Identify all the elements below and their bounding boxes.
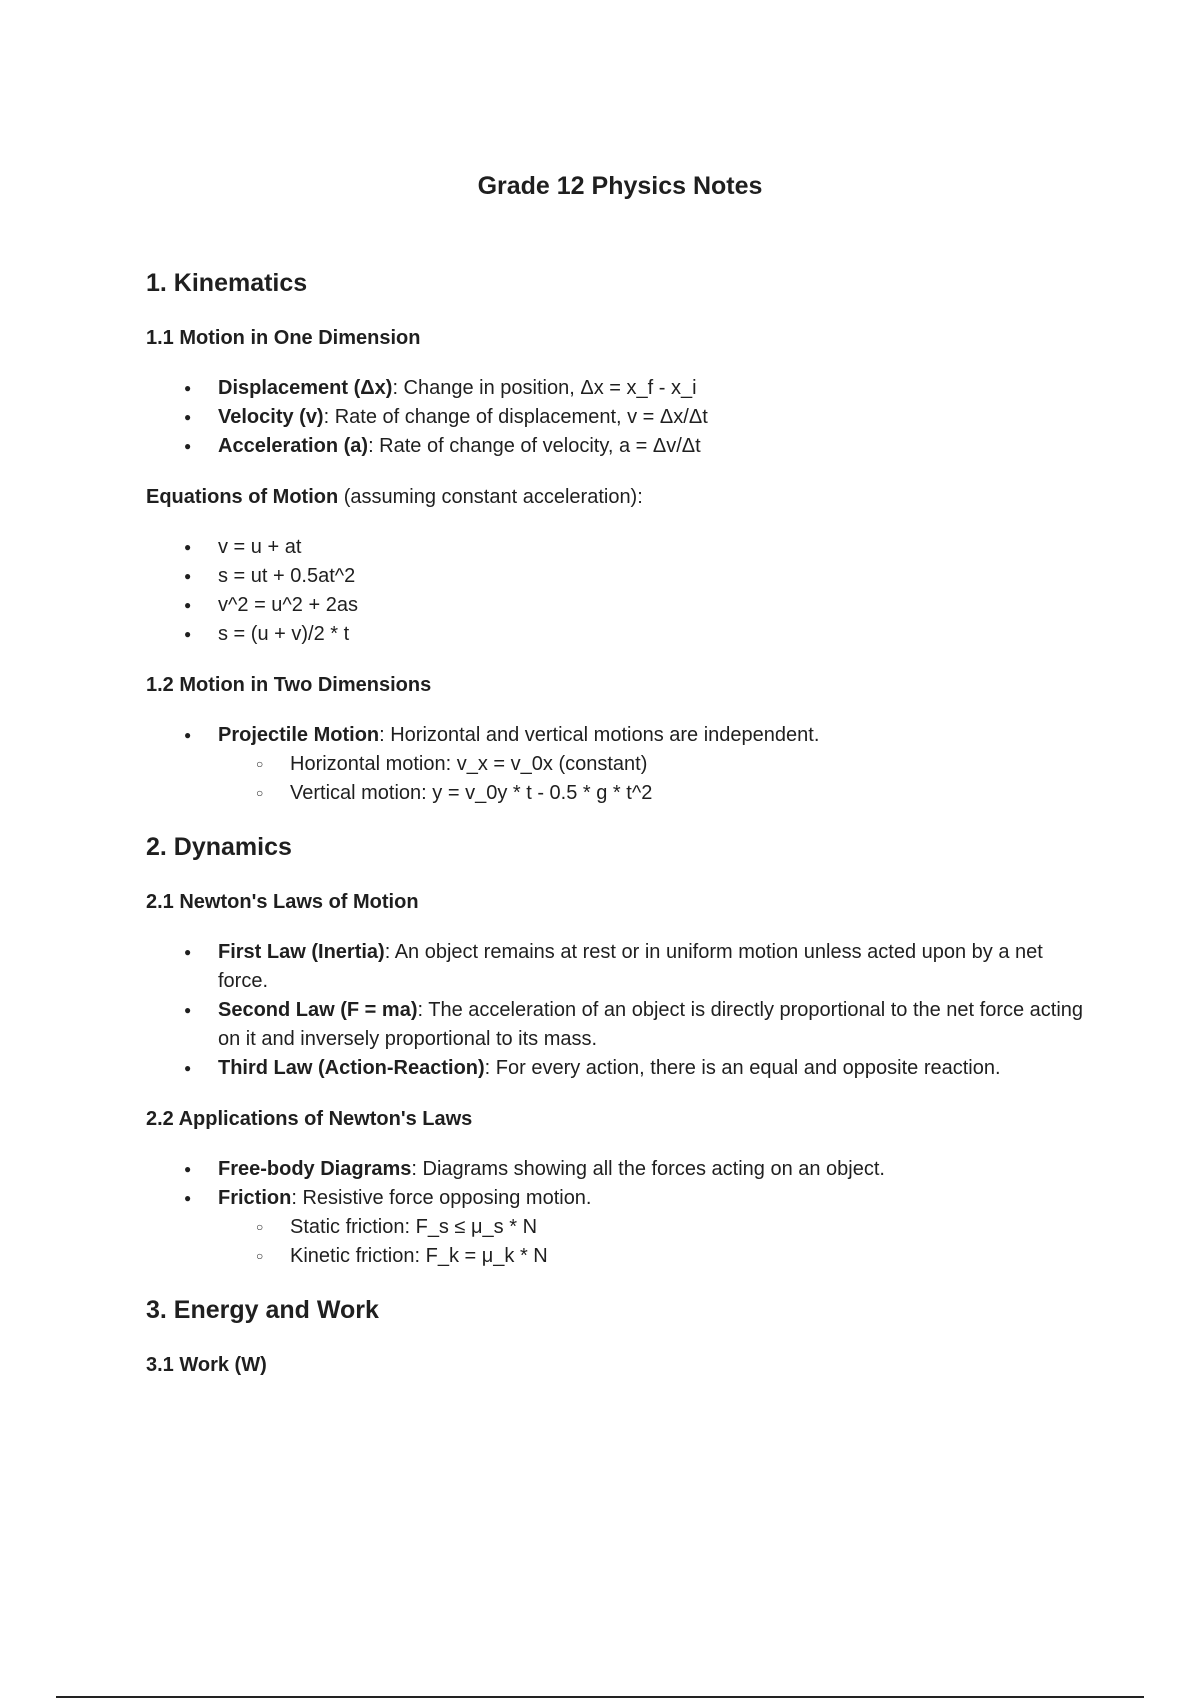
list-item-desc: : Rate of change of displacement, v = Δx/Δt — [323, 406, 708, 428]
subsection-heading-motion-1d: 1.1 Motion in One Dimension — [146, 327, 421, 349]
list-item — [146, 1155, 1086, 1184]
equations-term: Equations of Motion — [146, 486, 339, 508]
list-item: ● v = u + at — [146, 533, 1086, 562]
list-item: ● s = (u + v)/2 * t — [146, 620, 1086, 649]
list-motion-2d — [146, 721, 1086, 808]
subsection-heading-work: 3.1 Work (W) — [146, 1354, 267, 1376]
sublist-item: ○ Kinetic friction: F_k = μ_k * N — [218, 1242, 1086, 1271]
list-item-desc: : Resistive force opposing motion. — [291, 1187, 592, 1209]
list-item-desc: : For every action, there is an equal and opposite reaction. — [484, 1057, 1001, 1079]
subsection-heading-applications: 2.2 Applications of Newton's Laws — [146, 1108, 473, 1130]
list-item-term: Displacement (Δx) — [218, 377, 393, 399]
list-motion-1d — [146, 374, 1086, 461]
sublist-friction — [218, 1213, 1086, 1271]
list-item-term: First Law (Inertia) — [218, 941, 385, 963]
list-item — [146, 403, 1086, 432]
list-item-desc: : Rate of change of velocity, a = Δv/Δt — [368, 435, 701, 457]
list-item: ● v^2 = u^2 + 2as — [146, 591, 1086, 620]
list-equations — [146, 533, 1086, 649]
list-item — [146, 374, 1086, 403]
list-item-desc: : Horizontal and vertical motions are independent. — [379, 724, 820, 746]
list-item-desc: : An object remains at rest or in uniform motion unless acted upon by a net force. — [218, 941, 1043, 992]
sublist-item: ○ Horizontal motion: v_x = v_0x (constant) — [218, 750, 1086, 779]
list-item-term: Acceleration (a) — [218, 435, 369, 457]
subsection-heading-newtons-laws: 2.1 Newton's Laws of Motion — [146, 891, 419, 913]
list-item-term: Velocity (v) — [218, 406, 324, 428]
list-item-desc: : Diagrams showing all the forces acting on an object. — [411, 1158, 885, 1180]
equations-intro — [146, 485, 1086, 509]
page-bottom-rule — [56, 1696, 1144, 1698]
document-body — [146, 268, 1086, 1401]
list-item — [146, 996, 1086, 1054]
list-item-desc: : The acceleration of an object is directly proportional to the net force acting on it and inversely proportional to its mass. — [218, 999, 1084, 1050]
list-item-term: Projectile Motion — [218, 724, 380, 746]
subsection-heading-motion-2d: 1.2 Motion in Two Dimensions — [146, 674, 432, 696]
list-item — [146, 938, 1086, 996]
sublist-projectile — [218, 750, 1086, 808]
list-item-term: Third Law (Action-Reaction) — [218, 1057, 485, 1079]
list-item — [146, 1054, 1086, 1083]
document-title: Grade 12 Physics Notes — [477, 172, 763, 200]
sublist-item: ○ Static friction: F_s ≤ μ_s * N — [218, 1213, 1086, 1242]
list-item-term: Free-body Diagrams — [218, 1158, 412, 1180]
list-item-term: Second Law (F = ma) — [218, 999, 418, 1021]
list-applications — [146, 1155, 1086, 1271]
list-item — [146, 721, 1086, 808]
list-item — [146, 1184, 1086, 1271]
list-item-desc: : Change in position, Δx = x_f - x_i — [392, 377, 697, 399]
list-item — [146, 432, 1086, 461]
section-heading-kinematics: 1. Kinematics — [146, 269, 308, 297]
section-heading-dynamics: 2. Dynamics — [146, 833, 292, 861]
section-heading-energy-work: 3. Energy and Work — [146, 1296, 379, 1324]
equations-desc: (assuming constant acceleration): — [338, 486, 643, 508]
list-item-term: Friction — [218, 1187, 292, 1209]
list-newtons-laws — [146, 938, 1086, 1083]
sublist-item: ○ Vertical motion: y = v_0y * t - 0.5 * g * t^2 — [218, 779, 1086, 808]
list-item: ● s = ut + 0.5at^2 — [146, 562, 1086, 591]
